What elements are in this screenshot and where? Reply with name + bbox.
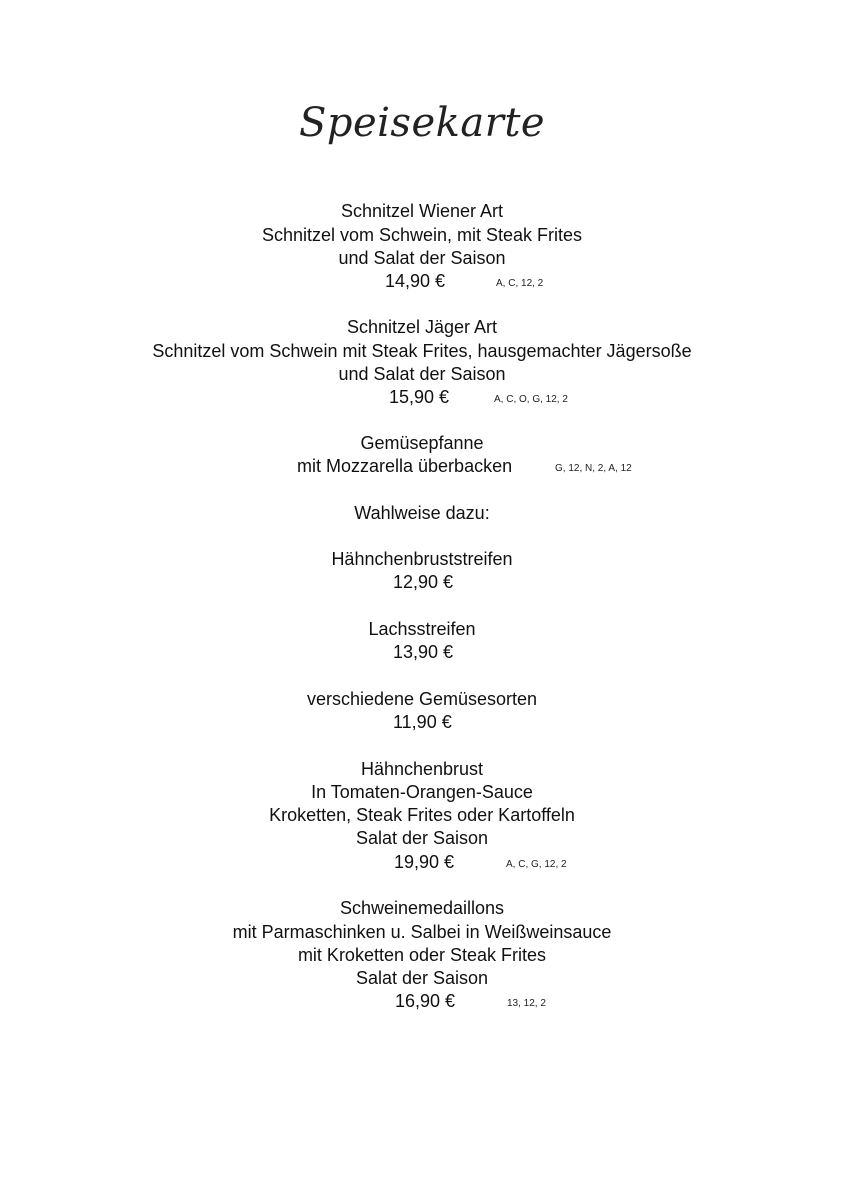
dish-description: Schnitzel vom Schwein, mit Steak Frites [261,225,583,245]
dish-description: Salat der Saison [355,828,489,848]
dish-description: Schnitzel vom Schwein mit Steak Frites, hausgemachter Jägersoße [152,341,692,361]
allergen-codes: A, C, G, 12, 2 [506,859,567,870]
dish-description: Kroketten, Steak Frites oder Kartoffeln [269,805,575,825]
dish-description: mit Parmaschinken u. Salbei in Weißweinsauce [232,922,612,942]
dish-name: Schnitzel Jäger Art [346,317,498,337]
dish-price: 19,90 € [394,852,455,872]
dish-name: Schweinemedaillons [339,898,505,918]
dish-description: mit Kroketten oder Steak Frites [297,945,547,965]
allergen-codes: A, C, O, G, 12, 2 [494,394,568,405]
dish-name: Schnitzel Wiener Art [340,201,504,221]
dish-description: mit Mozzarella überbacken [297,456,513,476]
dish-description: und Salat der Saison [338,364,506,384]
dish-name: Hähnchenbrust [360,759,484,779]
dish-name: Gemüsepfanne [360,433,484,453]
dish-description: In Tomaten-Orangen-Sauce [311,782,533,802]
dish-description: Salat der Saison [355,968,489,988]
dish-price: 16,90 € [395,991,456,1011]
menu-title: Speisekarte [298,100,546,146]
section-heading: Wahlweise dazu: [354,503,490,523]
allergen-codes: G, 12, N, 2, A, 12 [555,463,632,474]
allergen-codes: A, C, 12, 2 [496,278,544,289]
dish-price: 15,90 € [389,387,450,407]
addon-name: verschiedene Gemüsesorten [306,689,538,709]
addon-name: Lachsstreifen [368,619,476,639]
addon-name: Hähnchenbruststreifen [331,549,513,569]
addon-price: 11,90 € [393,712,452,732]
addon-price: 12,90 € [393,572,454,592]
addon-price: 13,90 € [393,642,454,662]
dish-description: und Salat der Saison [338,248,506,268]
allergen-codes: 13, 12, 2 [507,998,546,1009]
dish-price: 14,90 € [385,271,446,291]
